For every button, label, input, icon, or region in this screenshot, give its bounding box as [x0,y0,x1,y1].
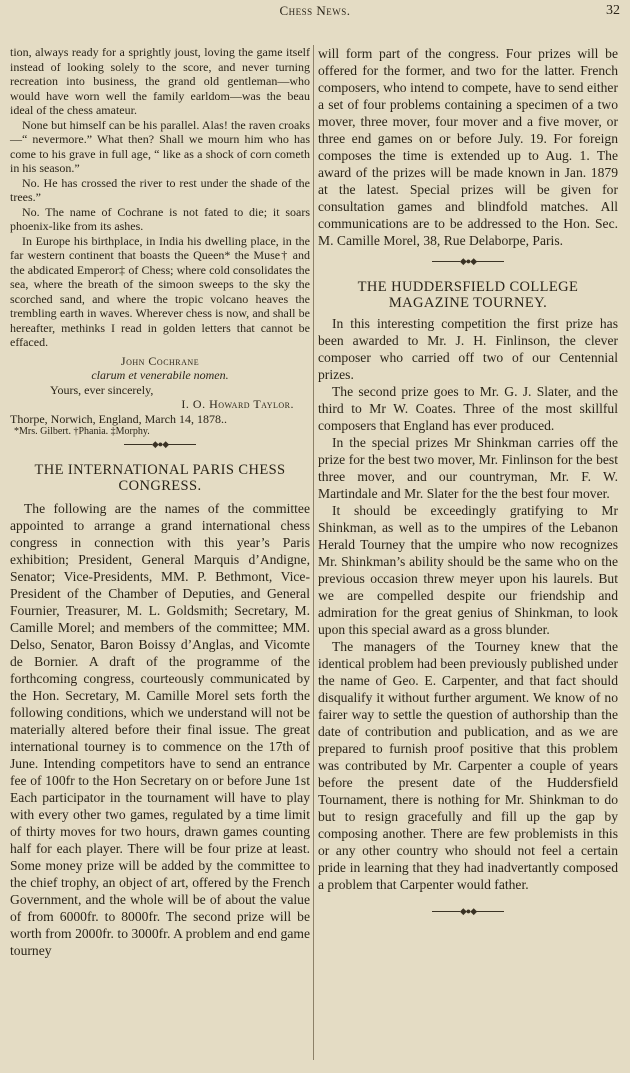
page-number: 32 [606,3,620,18]
signoff-place-date: Thorpe, Norwich, England, March 14, 1878.. [10,411,227,426]
huddersfield-tourney-title: THE HUDDERSFIELD COLLEGE MAGAZINE TOURNEY. [357,279,579,311]
signoff-author: I. O. Howard Taylor. [181,397,294,411]
tourney-paragraph: The managers of the Tourney knew that the identical problem had been previously published under the name of Geo. E. Carpenter, and that fact should disqualify it without further argument. We know of no fairer way to settle the question of authorship than the date of contribution and publication, and as we are prepared to furnish proof positive that this problem was contributed by Mr. Carpenter a couple of years before the present date of the Huddersfield Tournament, there is nothing for Mr. Shinkman to do but to resign gracefully and fill up the gap by composing another. There are few problemists in this or any other country who should not feel a certain pride in learning that they had inadvertantly composed a problem that Carpenter would father. [318,639,618,892]
tourney-paragraph: It should be exceedingly gratifying to Mr Shinkman, as well as to the umpires of the Lebanon Herald Tourney that the umpire who now recognizes Mr. Shinkman’s ability should be the same who on the previous occasion threw meyer upon his laurels. But we are compelled despite our friendship and admiration for the great genius of Shinkman, to look upon this special award as a gross blunder. [318,503,618,637]
signoff-motto: clarum et venerabile nomen. [91,368,229,382]
section-ornament: ◆●◆ [318,255,618,267]
letter-paragraph: tion, always ready for a sprightly joust, loving the game itself instead of looking solely to the score, and never turning recreation into business, the grand old gentleman—who would have worn well the family earldom—was the beau ideal of the chess amateur. [10,45,310,117]
letter-paragraph: In Europe his birthplace, in India his dwelling place, in the far western continent that boasts the Queen* the Muse† and the abdicated Emperor‡ of Chess; where cold consolidates the sea, where the breath of the simoon sweeps to the sky the scorched sand, and where the tropic volcano heaves the trembling earth in waves. Wherever chess is now, and shall be hereafter, methinks I read in golden letters that cannot be effaced. [10,233,310,349]
left-column [10,45,310,959]
paris-congress-continued: will form part of the congress. Four prizes will be offered for the former, and two for the latter. French composers, who intend to compete, have to send either a set of four problems containing a specimen of a two mover, three mover, four mover and a five mover, or three end games on or before July. 19. For foreign composes the time is extended up to Aug. 1. The award of the prizes will be made known in Jan. 1879 at the latest. Special prizes will be given for consultation games and blindfold matches. All communications are to be addressed to the Hon. Sec. M. Camille Morel, 38, Rue Delaborpe, Paris. [318,46,618,248]
letter-footnote: *Mrs. Gilbert. †Phania. ‡Morphy. [14,426,150,437]
column-divider [313,45,314,1060]
letter-paragraph: No. The name of Cochrane is not fated to die; it soars phoenix-like from its ashes. [10,204,310,233]
signoff-closing: Yours, ever sincerely, [50,382,154,397]
running-head: Chess News. [279,3,351,18]
paris-congress-text: The following are the names of the committee appointed to arrange a grand international chess congress in connection with this year’s Paris exhibition; President, General Marquis d’Andigne, Senator; Vice-Presidents, MM. P. Bethmont, Vice-President of the Chamber of Deputies, and General Fournier, Treasurer, M. L. Goldsmith; Secretary, M. Camille Morel; and members of the committee; MM. Delso, Senator, Baron Boissy d’Anglas, and Vicomte de Bornier. A draft of the programme of the forthcoming congress, courteously communicated by the Hon. Secretary, M. Camille Morel sets forth the following conditions, which we understand will not be materially altered before their final issue. The great international tourney is to commence on the 17th of June. Intending competitors have to send an entrance fee of 100fr to the Hon Secretary on or before June 1st Each participator in the tournament will have to play with every other two games, regulated by a time limit of thirty moves for two hours, drawn games counting half for each player. There will be four prize at least. Some money prize will be added by the committee to the chief trophy, an object of art, offered by the French Government, and the whole will be of about the value of from 6000fr. to 8000fr. The second prize will be worth from 2000fr. to 3000fr. A problem and end game tourney [10,501,310,958]
letter-paragraph: No. He has crossed the river to rest under the shade of the trees.” [10,175,310,204]
section-ornament: ◆●◆ [318,905,618,917]
letter-paragraph: None but himself can be his parallel. Alas! the raven croaks—“ nevermore.” What then? Shall we mourn him who has come to his grave in full age, “ like as a shock of corn cometh in his season.” [10,117,310,175]
tourney-paragraph: In this interesting competition the first prize has been awarded to Mr. J. H. Finlinson, the clever composer who carried off two of our Centennial prizes. [318,316,618,382]
section-ornament: ◆●◆ [10,438,310,450]
tourney-paragraph: The second prize goes to Mr. G. J. Slater, and the third to Mr W. Coates. Three of the most skillful composers that England has ever produced. [318,384,618,433]
signoff-name: John Cochrane [120,353,200,368]
right-column [318,45,618,917]
tourney-paragraph: In the special prizes Mr Shinkman carries off the prize for the best two mover, Mr. Finlinson for the best three mover, and our countryman, Mr. F. W. Martindale and Mr. Slater for the the best four mover. [318,435,618,501]
paris-congress-title: THE INTERNATIONAL PARIS CHESS CONGRESS. [34,462,286,494]
